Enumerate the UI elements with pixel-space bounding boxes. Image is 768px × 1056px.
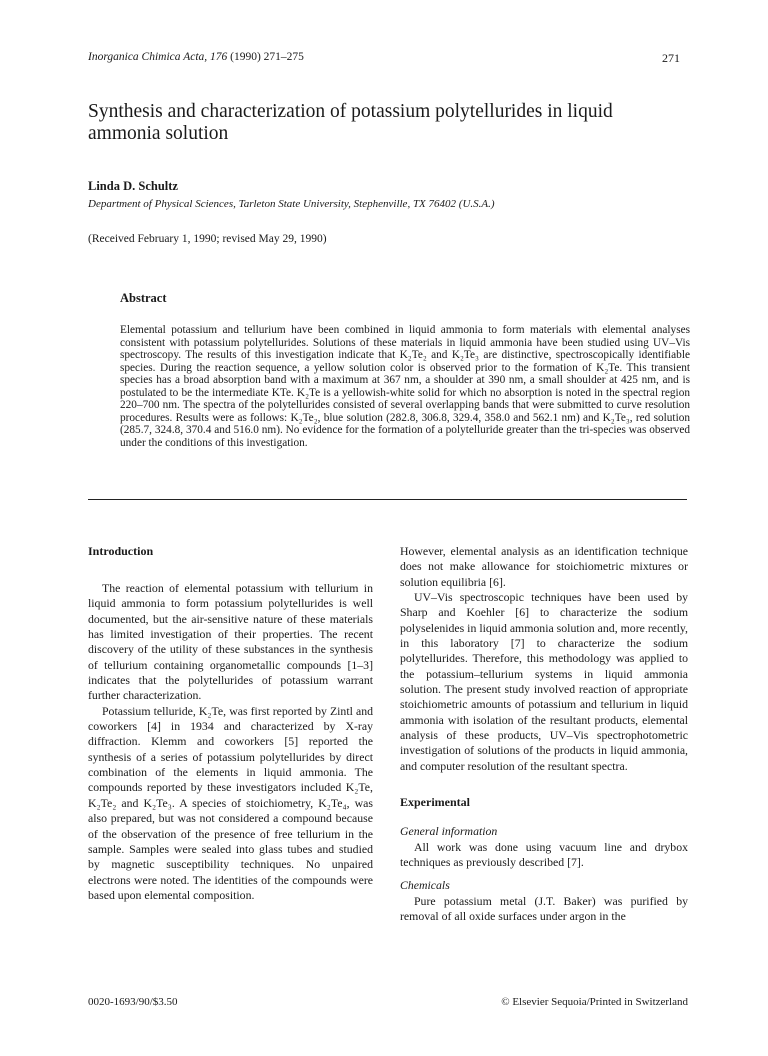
intro-paragraph-1: The reaction of elemental potassium with tellurium in liquid ammonia to form potassium polytellurides is well documented, but the air-sensitive nature of these materials has limited investigation of their properties. The recent discovery of the utility of these substances in the synthesis of tellurium containing organometallic compounds [1–3] indicates that the polytellurides of potassium warrant further characterization. bbox=[88, 581, 373, 703]
right-column bbox=[400, 544, 688, 924]
copyright-notice: © Elsevier Sequoia/Printed in Switzerland bbox=[501, 996, 688, 1008]
chemicals-subheading: Chemicals bbox=[400, 878, 450, 893]
intro-continued-paragraph: However, elemental analysis as an identification technique does not make allowance for stoichiometric mixtures or solution equilibria [6]. bbox=[400, 544, 688, 589]
abstract-text: Elemental potassium and tellurium have been combined in liquid ammonia to form materials with elemental analyses consistent with potassium polytellurides. Solutions of these materials in liquid ammonia have been studied using UV–Vis spectroscopy. The results of this investigation indicate that K₂Te₂ and K₂Te₃ are distinctive, spectroscopically identifiable species. During the reaction sequence, a yellow solution color is observed prior to the formation of K₂Te. This transient species has a broad absorption band with a maximum at 367 nm, a shoulder at 390 nm, a small shoulder at 425 nm, and is postulated to be the intermediate KTe. K₂Te is a yellowish-white solid for which no absorption is noted in the spectral region 220–700 nm. The spectra of the polytellurides consisted of several overlapping bands that were submitted to curve resolution procedures. Results were as follows: K₂Te₂, blue solution (282.8, 306.8, 329.4, 358.0 and 562.1 nm) and K₂Te₃, red solution (285.7, 324.8, 370.4 and 516.0 nm). No evidence for the formation of a polytelluride greater than the tri-species was observed under the conditions of this investigation. bbox=[120, 324, 690, 449]
general-information-text: All work was done using vacuum line and drybox techniques as previously described [7]. bbox=[400, 839, 688, 869]
running-head bbox=[88, 51, 688, 63]
received-dates: (Received February 1, 1990; revised May 29, 1990) bbox=[88, 233, 327, 245]
abstract-divider bbox=[88, 499, 687, 500]
author-affiliation: Department of Physical Sciences, Tarleton State University, Stephenville, TX 76402 (U.S.A.) bbox=[88, 198, 495, 210]
page-number: 271 bbox=[662, 51, 680, 65]
experimental-heading: Experimental bbox=[400, 795, 470, 810]
general-information-subheading: General information bbox=[400, 824, 498, 839]
article-title: Synthesis and characterization of potassium polytellurides in liquid ammonia solution bbox=[88, 101, 613, 144]
issn-code: 0020-1693/90/$3.50 bbox=[88, 996, 178, 1008]
journal-year-pages: (1990) 271–275 bbox=[230, 51, 304, 63]
intro-paragraph-3: UV–Vis spectroscopic techniques have been used by Sharp and Koehler [6] to characterize the sodium polyselenides in liquid ammonia solution and, more recently, in this laboratory [7] to characterize the sodium polytellurides. Therefore, this methodology was applied to the potassium–tellurium systems in liquid ammonia solution. The present study involved reaction of appropriate stoichiometric amounts of potassium and tellurium in liquid ammonia with isolation of the resultant products, elemental analysis of these products, UV–Vis spectrophotometric investigation of solutions of the products in liquid ammonia, and computer resolution of the resultant spectra. bbox=[400, 590, 688, 773]
chemicals-text: Pure potassium metal (J.T. Baker) was purified by removal of all oxide surfaces under argon in the bbox=[400, 893, 688, 923]
intro-paragraph-2: Potassium telluride, K₂Te, was first reported by Zintl and coworkers [4] in 1934 and characterized by X-ray diffraction. Klemm and coworkers [5] reported the synthesis of a series of potassium polytellurides by direct combination of the elements in liquid ammonia. The compounds reported by these investigators included K₂Te, K₂Te₂ and K₂Te₃. A species of stoichiometry, K₂Te₄, was also prepared, but was not considered a compound because of the observation of the presence of free tellurium in the sample. Samples were sealed into glass tubes and studied by magnetic susceptibility techniques. No unpaired electrons were noted. The identities of the compounds were based upon elemental composition. bbox=[88, 703, 373, 902]
author-name: Linda D. Schultz bbox=[88, 179, 178, 193]
abstract-heading: Abstract bbox=[120, 291, 167, 305]
journal-name: Inorganica Chimica Acta, 176 bbox=[88, 51, 228, 63]
introduction-heading: Introduction bbox=[88, 544, 154, 558]
left-column bbox=[88, 544, 373, 903]
